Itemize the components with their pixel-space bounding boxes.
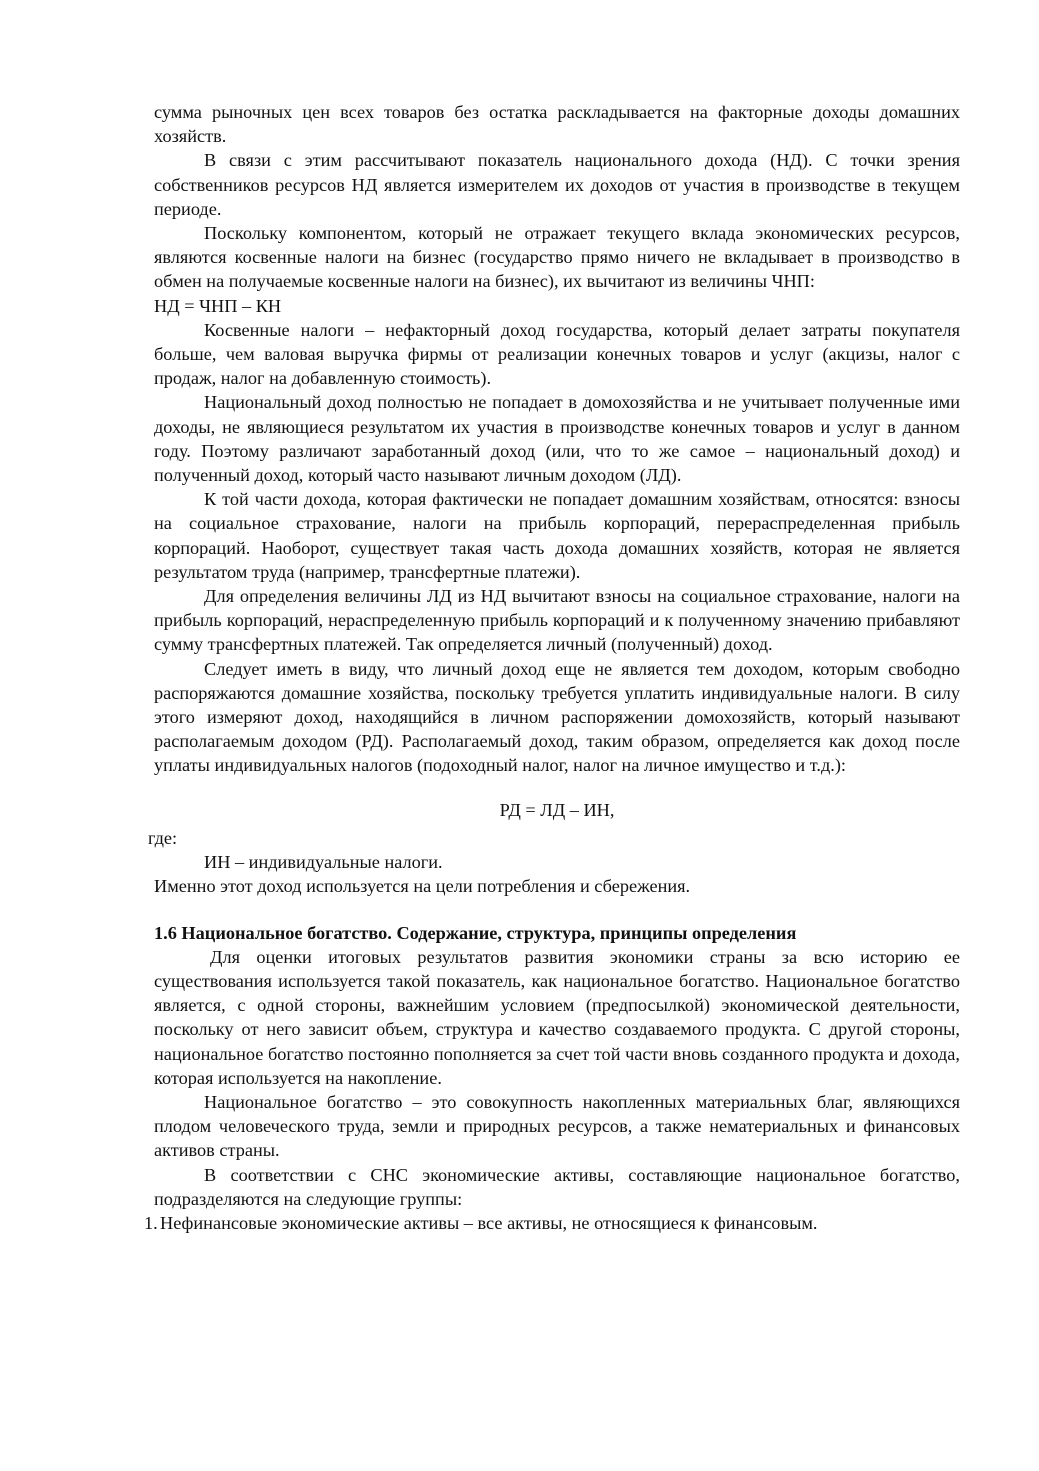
list-item-text: Нефинансовые экономические активы – все активы, не относящиеся к финансовым. [160, 1212, 818, 1233]
section-heading: 1.6 Национальное богатство. Содержание, структура, принципы определения [154, 922, 797, 943]
where-definition: ИН – индивидуальные налоги. [204, 852, 443, 873]
document-page [144, 100, 960, 1235]
paragraph-8: Следует иметь в виду, что личный доход еще не является тем доходом, которым свободно распоряжаются домашние хозяйства, поскольку требуется уплатить индивидуальные налоги. В силу этого измеряют доход, находящийся в личном распоряжении домохозяйств, который называют располагаемым доходом (РД). Располагаемый доход, таким образом, определяется как доход после уплаты индивидуальных налогов (подоходный налог, налог на личное имущество и т.д.): [154, 658, 960, 776]
paragraph-6: К той части дохода, которая фактически не попадает домашним хозяйствам, относятся: взносы на социальное страхование, налоги на прибыль корпораций, перераспределенная прибыль корпораций. Наоборот, существует такая часть дохода домашних хозяйств, которая не является результатом труда (например, трансфертные платежи). [154, 489, 960, 582]
where-label: где: [148, 827, 178, 848]
paragraph-12: В соответствии с СНС экономические активы, составляющие национальное богатство, подразделяются на следующие группы: [154, 1164, 960, 1209]
paragraph-3: Поскольку компонентом, который не отражает текущего вклада экономических ресурсов, являются косвенные налоги на бизнес (государство прямо ничего не вкладывает в производство в обмен на получаемые косвенные налоги на бизнес), их вычитают из величины ЧНП: [154, 223, 960, 292]
list-item-number: 1. [144, 1212, 158, 1233]
paragraph-7: Для определения величины ЛД из НД вычитают взносы на социальное страхование, налоги на прибыль корпораций, нераспределенную прибыль корпораций и к полученному значению прибавляют сумму трансфертных платежей. Так определяется личный (полученный) доход. [154, 586, 960, 655]
formula-rd: РД = ЛД – ИН, [499, 799, 615, 820]
list-item-1 [144, 1211, 960, 1235]
paragraph-5: Национальный доход полностью не попадает в домохозяйства и не учитывает полученные ими доходы, не являющиеся результатом их участия в производстве конечных товаров и услуг в данном году. Поэтому различают заработанный доход (или, что то же самое – национальный доход) и полученный доход, который часто называют личным доходом (ЛД). [154, 392, 960, 486]
paragraph-10: Для оценки итоговых результатов развития экономики страны за всю историю ее существования используется такой показатель, как национальное богатство. Национальное богатство является, с одной стороны, важнейшим условием (предпосылкой) экономической деятельности, поскольку от него зависит объем, структура и качество создаваемого продукта. С другой стороны, национальное богатство постоянно пополняется за счет той части вновь созданного продукта и дохода, которая используется на накопление. [154, 946, 960, 1088]
paragraph-2: В связи с этим рассчитывают показатель национального дохода (НД). С точки зрения собственников ресурсов НД является измерителем их доходов от участия в производстве в текущем периоде. [154, 150, 960, 219]
paragraph-1: сумма рыночных цен всех товаров без остатка раскладывается на факторные доходы домашних хозяйств. [154, 102, 960, 147]
paragraph-9: Именно этот доход используется на цели потребления и сбережения. [154, 876, 691, 897]
paragraph-11: Национальное богатство – это совокупность накопленных материальных благ, являющихся плодом человеческого труда, земли и природных ресурсов, а также нематериальных и финансовых активов страны. [154, 1091, 960, 1161]
formula-nd: НД = ЧНП – КН [154, 295, 282, 316]
paragraph-4: Косвенные налоги – нефакторный доход государства, который делает затраты покупателя больше, чем валовая выручка фирмы от реализации конечных товаров и услуг (акцизы, налог с продаж, налог на добавленную стоимость). [154, 319, 960, 389]
